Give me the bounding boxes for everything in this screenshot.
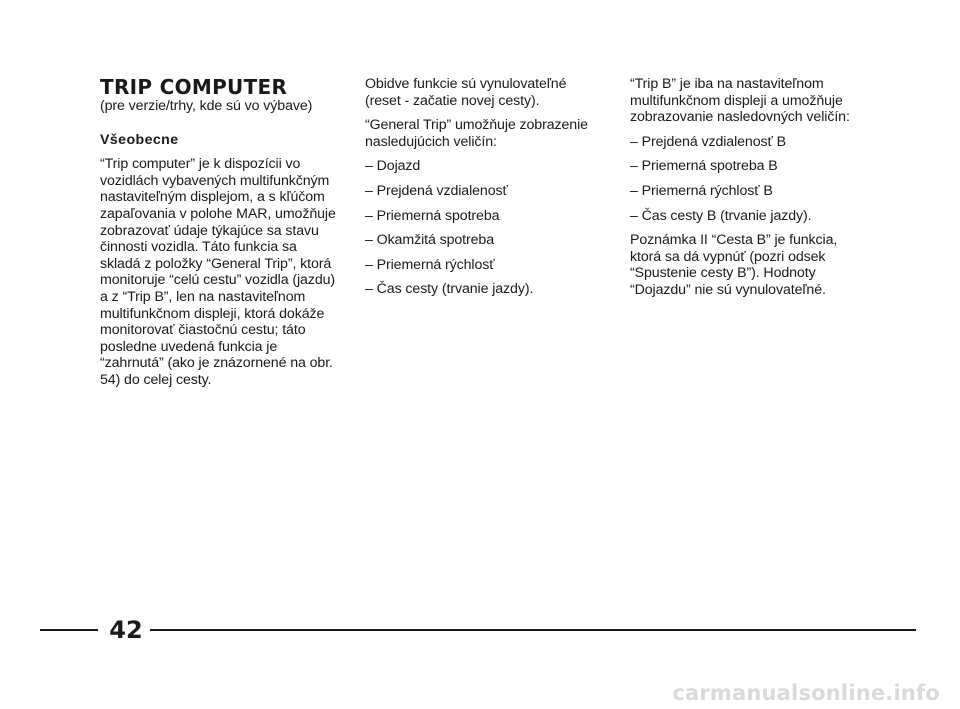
- section-title: TRIP COMPUTER: [100, 75, 288, 99]
- list-item: – Priemerná rýchlosť: [365, 256, 495, 273]
- watermark: carmanualsonline.info: [672, 681, 940, 705]
- column-3: [630, 76, 870, 307]
- page-number: 42: [109, 616, 143, 644]
- list-item: – Okamžitá spotreba: [365, 232, 495, 249]
- list-item: – Čas cesty B (trvanie jazdy).: [630, 207, 812, 224]
- trip-b-lead: “Trip B” je iba na nastaviteľnom multifunkčnom displeji a umožňuje zobrazovanie nasledovných veličín:: [630, 76, 850, 126]
- page-footer: [40, 616, 916, 644]
- general-trip-lead: “General Trip” umožňuje zobrazenie nasledujúcich veličín:: [365, 117, 588, 150]
- list-item: – Prejdená vzdialenosť: [365, 182, 508, 199]
- general-paragraph: “Trip computer” je k dispozícii vo vozidlách vybavených multifunkčným nastaviteľným displejom, a s kľúčom zapaľovania v polohe MAR, umožňuje zobrazovať údaje týkajúce sa stavu činnosti vozidla. Táto funkcia sa skladá z položky “General Trip”, ktorá monitoruje “celú cestu” vozidla (jazdu) a z “Trip B”, len na nastaviteľnom multifunkčnom displeji, ktorá dokáže monitorovať čiastočnú cestu; táto posledne uvedená funkcia je “zahrnutá” (ako je znázornené na obr. 54) do celej cesty.: [100, 156, 336, 388]
- list-item: – Dojazd: [365, 158, 421, 175]
- list-item: – Priemerná rýchlosť B: [630, 182, 773, 199]
- section-subtitle: (pre verzie/trhy, kde sú vo výbave): [100, 98, 313, 114]
- note-paragraph: Poznámka II “Cesta B” je funkcia, ktorá sa dá vypnúť (pozri odsek “Spustenie cesty B”). Hodnoty “Dojazdu” nie sú vynulovateľné.: [630, 232, 838, 298]
- reset-paragraph: Obidve funkcie sú vynulovateľné (reset - začatie novej cesty).: [365, 76, 567, 109]
- column-2: [365, 76, 605, 306]
- footer-rule-right: [150, 629, 916, 631]
- list-item: – Prejdená vzdialenosť B: [630, 133, 786, 150]
- list-item: – Priemerná spotreba B: [630, 158, 778, 175]
- list-item: – Priemerná spotreba: [365, 207, 500, 224]
- column-1: [100, 76, 340, 397]
- list-item: – Čas cesty (trvanie jazdy).: [365, 281, 534, 298]
- subsection-heading: Všeobecne: [100, 131, 179, 148]
- footer-rule-left: [40, 629, 98, 631]
